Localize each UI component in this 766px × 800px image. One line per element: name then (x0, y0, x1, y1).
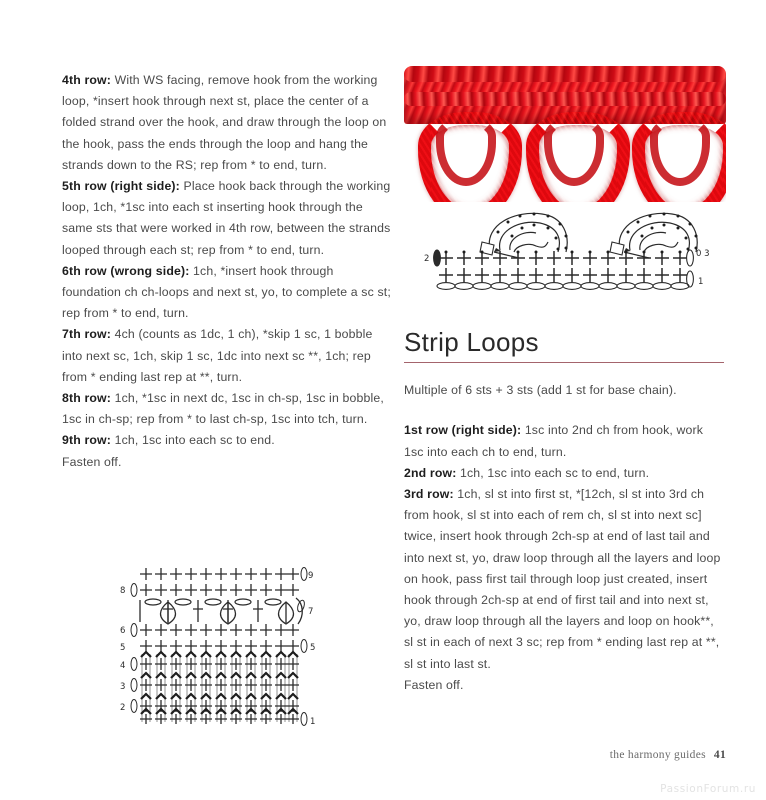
crochet-swatch-image (404, 62, 726, 202)
instruction-paragraph (404, 484, 724, 675)
loop-fringe-chart-svg (108, 562, 323, 727)
chart-label-left: 3 (120, 682, 126, 692)
sample-photo (404, 62, 726, 202)
chart-label-right: 1 (310, 717, 316, 727)
chart-row-8 (140, 584, 299, 596)
row-text: 1ch, 1sc into each sc to end, turn. (456, 465, 650, 480)
instruction-paragraph (62, 388, 392, 430)
multiple-note: Multiple of 6 sts + 3 sts (add 1 st for base chain). (404, 383, 677, 398)
instruction-paragraph (404, 420, 724, 462)
page-title: Strip Loops (404, 327, 539, 357)
instruction-paragraph (62, 70, 392, 176)
right-text-column (404, 328, 724, 696)
row-label: 7th row: (62, 327, 112, 342)
instruction-paragraph (404, 463, 724, 484)
row2-sc-stitches (439, 251, 687, 265)
foundation-chain (437, 283, 689, 290)
footer-title: the harmony guides (609, 749, 706, 761)
braid-mid-row (404, 92, 726, 106)
chart-label-right: 7 (308, 607, 314, 617)
row-label: 4th row: (62, 73, 112, 87)
chart-row-9 (140, 568, 299, 580)
chart-label-right: 1 (698, 277, 704, 287)
watermark: PassionForum.ru (660, 783, 756, 795)
fasten-off-line (62, 452, 392, 473)
chart-row-7 (140, 598, 306, 624)
row-text: 1ch, *1sc in next dc, 1sc in ch-sp, 1sc in bobble, 1sc in ch-sp; rep from * to last ch-sp, 1sc into tch, turn. (62, 391, 384, 427)
row-label: 6th row (wrong side): (62, 263, 190, 278)
row-text: 1ch, sl st into first st, *[12ch, sl st into 3rd ch from hook, sl st into each of rem ch, sl st into next sc] twice, insert hook through 2ch-sp at end of last tail and into next st, yo, draw loop through all the layers and loop on hook, pass first tail through loop just created, insert hook through 2ch-sp at end of first tail and into next st, yo, draw loop through all the layers and loop on hook**, sl st in each of next 3 sc; rep from * ending last rep at **, sl st into last st. (404, 487, 721, 671)
row-text: 1sc into 2nd ch from hook, work 1sc into each ch to end, turn. (404, 423, 704, 459)
row-text: Fasten off. (404, 677, 464, 692)
chart-row-6 (140, 624, 299, 636)
strip-loops-chart (424, 206, 719, 302)
row-text: Fasten off. (62, 454, 122, 469)
row-label: 8th row: (62, 391, 112, 406)
strip-loop-tail (489, 213, 567, 252)
instruction-paragraph (62, 176, 392, 261)
row-text: 1ch, 1sc into each sc to end. (111, 433, 275, 448)
strip-loop-tail (619, 213, 697, 252)
braid-top-edge (404, 66, 726, 82)
row1-sc-stitches (439, 268, 687, 282)
chart-label-left: 8 (120, 586, 126, 596)
loop-fringe-chart (108, 562, 323, 727)
chart-label-left: 2 (120, 703, 126, 713)
row-label: 9th row: (62, 433, 112, 448)
chart-label-left: 5 (120, 643, 126, 653)
chart-label-right: 5 (310, 643, 316, 653)
instruction-paragraph (62, 324, 392, 388)
chart-label-left: 6 (120, 626, 126, 636)
chart-label-left: 4 (120, 661, 126, 671)
row-label: 3rd row: (404, 487, 454, 501)
row-label: 2nd row: (404, 465, 457, 480)
row-text: Place hook back through the working loop, 1ch, *1sc into each st inserting hook through the same sts that were worked in 4th row, between the strands looped through each st; rep from * to end, turn. (62, 179, 391, 257)
left-text-column (62, 70, 392, 473)
chart-fringe-rows (131, 652, 307, 726)
heading-rule (404, 362, 724, 364)
chart-label-right: 0 3 (696, 249, 710, 259)
row-label: 5th row (right side): (62, 179, 180, 194)
row-text: 4ch (counts as 1dc, 1 ch), *skip 1 sc, 1 bobble into next sc, 1ch, skip 1 sc, 1dc into next sc **, 1ch; rep from * ending last rep at **, turn. (62, 327, 373, 384)
row-text: 1ch, *insert hook through foundation ch ch-loops and next st, yo, to complete a sc st; rep from * to end, turn. (62, 263, 391, 321)
chart-row-labels (120, 571, 315, 727)
page-footer (0, 749, 766, 761)
fasten-off-line (404, 675, 724, 696)
page-number: 41 (713, 749, 726, 761)
row-text: With WS facing, remove hook from the working loop, *insert hook through next st, place the center of a folded strand over the hook, and draw through the loop on the hook, pass the ends through the loop and hang the strands down to the RS; rep from * to end, turn. (62, 73, 387, 172)
row-label: 1st row (right side): (404, 423, 522, 438)
strip-loops-chart-svg (424, 206, 719, 302)
chart-row-labels (424, 249, 710, 287)
chart-label-left: 2 (424, 254, 430, 264)
instruction-paragraph (62, 430, 392, 451)
chart-row-5 (140, 640, 299, 652)
instruction-paragraph (62, 261, 392, 325)
fringe-knot (141, 652, 298, 657)
chart-label-right: 9 (308, 571, 314, 581)
